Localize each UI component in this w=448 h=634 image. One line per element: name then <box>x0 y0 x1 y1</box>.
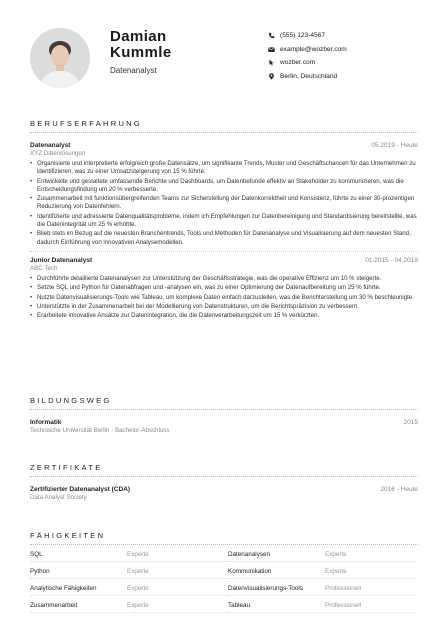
contact-location-text: Berlin, Deutschland <box>280 72 338 80</box>
candidate-role: Datenanalyst <box>110 66 157 75</box>
list-item: • Organisierte und interpretierte erfolgreich große Datensätze, um signifikante Trends, Muster und Geschäftschancen für das Unternehmen zu identifizieren, was zu einer Umsatzsteigerung von 15 % führte. <box>30 160 418 176</box>
list-item: • Setzte SQL und Python für Datenabfragen und -analysen ein, was zu einer Optimierung der Datenaufbereitung um 25 % führte. <box>30 284 418 292</box>
link-icon <box>268 59 280 66</box>
section-title-experience: BERUFSERFAHRUNG <box>30 119 143 128</box>
education-date: 2015 <box>403 419 418 426</box>
certificate-issuer: Data Analyst Society <box>30 494 87 501</box>
certificates-section <box>30 463 418 501</box>
skill-name: Analytische Fähigkeiten <box>30 585 97 592</box>
contact-website <box>268 56 438 70</box>
skill-divider <box>30 595 228 597</box>
section-divider <box>30 476 418 477</box>
list-item: • Identifizierte und adressierte Datenqualitätsprobleme, indem ich Empfehlungen zur Datenbereinigung und Standardisierung bereitstellte, was die Datenintegrität um 25 % erhöhte. <box>30 213 418 229</box>
contact-email-text[interactable]: example@wozber.com <box>280 45 347 53</box>
list-item: • Zusammenarbeit mit funktionsübergreifenden Teams zur Sicherstellung der Datenkorrektheit und Konsistenz, führte zu einer 30-prozentigen Reduzierung von Datenfehlern. <box>30 195 418 211</box>
section-title-certificates: ZERTIFIKATE <box>30 463 103 472</box>
skill-level: Experte <box>127 551 149 558</box>
skill-divider <box>228 561 418 563</box>
phone-icon <box>268 32 280 39</box>
section-divider <box>30 132 418 133</box>
contact-website-text[interactable]: wozber.com <box>280 59 316 67</box>
skill-level: Experte <box>325 568 347 575</box>
candidate-name: Damian Kummle <box>110 28 172 61</box>
job-bullets <box>30 160 418 247</box>
list-item: • Durchführte detaillierte Datenanalysen zur Unterstützung der Geschäftsstrategie, was die operative Effizienz um 10 % steigerte. <box>30 275 418 283</box>
skill-level: Professionell <box>325 602 362 609</box>
location-icon <box>268 73 280 80</box>
certificate-title: Zertifizierter Datenanalyst (CDA) <box>30 486 131 493</box>
skill-level: Experte <box>127 585 149 592</box>
skills-grid <box>30 551 418 614</box>
experience-entry <box>30 257 418 321</box>
profile-photo <box>30 28 90 88</box>
skill-divider <box>30 561 228 563</box>
job-date: 01.2015 - 04.2019 <box>365 256 418 264</box>
list-item: • Unterstützte in der Zusammenarbeit bei der Modellierung von Datenstrukturen, um die Berichtspräzision zu verbessern. <box>30 303 418 311</box>
entry-divider <box>30 251 418 252</box>
job-title: Datenanalyst <box>30 142 71 149</box>
skill-divider <box>30 578 228 580</box>
job-title: Junior Datenanalyst <box>30 256 93 264</box>
job-date: 05.2019 - Heute <box>371 142 418 149</box>
school-name: Technische Universität Berlin - Bachelor-Abschluss <box>30 427 170 434</box>
skill-level: Experte <box>127 602 149 609</box>
skill-name: Zusammenarbeit <box>30 602 78 609</box>
section-divider <box>30 544 418 545</box>
contact-email <box>268 43 438 57</box>
experience-section <box>30 119 418 322</box>
skill-level: Professionell <box>325 585 362 592</box>
skill-divider <box>30 612 228 614</box>
list-item: • Nutzte Datenvisualisierungs-Tools wie Tableau, um komplexe Daten einfach darzustellen, was die Berichterstellung um 30 % beschleunigte. <box>30 294 418 302</box>
skill-divider <box>228 578 418 580</box>
list-item: • Erarbeitete innovative Ansätze zur Datenintegration, die die Datenverarbeitungszeit um 15 % verkürzten. <box>30 312 418 320</box>
contact-list <box>268 29 438 83</box>
certificate-date: 2016 - Heute <box>380 486 418 493</box>
section-title-education: BILDUNGSWEG <box>30 396 112 405</box>
contact-location <box>268 70 438 84</box>
skills-section <box>30 531 418 614</box>
section-title-skills: FÄHIGKEITEN <box>30 531 106 540</box>
education-entry <box>30 419 418 434</box>
skill-name: Datenvisualisierungs-Tools <box>228 585 303 592</box>
skill-name: Python <box>30 568 50 575</box>
education-section <box>30 396 418 434</box>
skill-name: SQL <box>30 551 43 558</box>
skill-divider <box>228 612 418 614</box>
contact-phone <box>268 29 438 43</box>
skill-name: Tableau <box>228 602 251 609</box>
mail-icon <box>268 46 280 53</box>
company-name: ABC Tech <box>30 264 58 272</box>
list-item: • Entwickelte und gestaltete umfassende Berichte und Dashboards, um Datenbefunde effektiv an Stakeholder zu kommunizieren, was die Entscheidungsfindung um 20 % verbesserte. <box>30 178 418 194</box>
contact-phone-text[interactable]: (555) 123-4567 <box>280 32 326 40</box>
company-name: XYZ Datenlösungen <box>30 150 86 157</box>
resume-header <box>0 0 448 110</box>
job-bullets <box>30 275 418 321</box>
skill-name: Datenanalysen <box>228 551 271 558</box>
skill-name: Kommunikation <box>228 568 272 575</box>
skill-level: Experte <box>325 551 347 558</box>
skill-level: Experte <box>127 568 149 575</box>
certificate-entry <box>30 486 418 501</box>
list-item: • Blieb stets im Bezug auf die neuesten Branchentrends, Tools und Methoden für Datenanalyse und Visualisierung auf dem neuesten Stand, dadurch Einführung von innovativen Analysemodellen. <box>30 230 418 246</box>
skill-divider <box>228 595 418 597</box>
experience-entry <box>30 142 418 252</box>
degree-title: Informatik <box>30 419 62 426</box>
section-divider <box>30 409 418 410</box>
